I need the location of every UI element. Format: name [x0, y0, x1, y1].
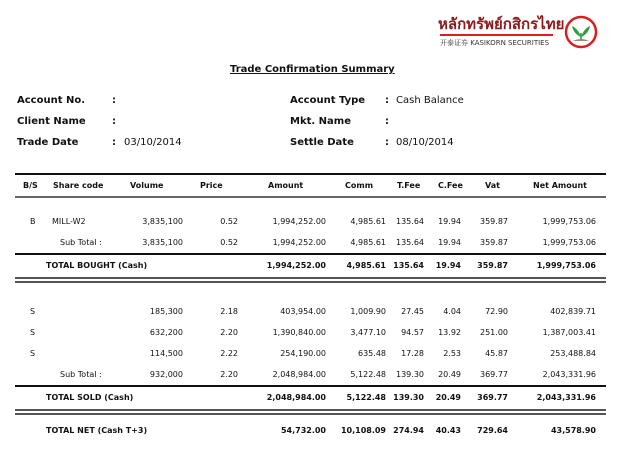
subtotal-label: Sub Total :	[60, 370, 102, 379]
header-volume: Volume	[130, 181, 164, 190]
cell-amount: 2,048,984.00	[272, 370, 326, 379]
logo-underline	[440, 34, 553, 36]
cell-cfee: 19.94	[438, 217, 461, 226]
cell-price: 2.18	[220, 307, 238, 316]
cell-net: 43,578.90	[550, 426, 596, 435]
cell-net: 1,999,753.06	[542, 238, 596, 247]
header-bs: B/S	[23, 181, 38, 190]
header-cfee: C.Fee	[438, 181, 463, 190]
cell-volume: 632,200	[149, 328, 183, 337]
cell-volume: 185,300	[149, 307, 183, 316]
header-price: Price	[200, 181, 223, 190]
cell-comm: 4,985.61	[350, 217, 386, 226]
account-no-colon: :	[112, 95, 116, 106]
cell-vat: 72.90	[485, 307, 508, 316]
cell-volume: 3,835,100	[142, 217, 183, 226]
subtotal-label: Sub Total :	[60, 238, 102, 247]
cell-amount: 1,994,252.00	[266, 261, 326, 270]
settle-date-value: 08/10/2014	[396, 137, 454, 148]
cell-cfee: 20.49	[438, 370, 461, 379]
cell-amount: 1,390,840.00	[272, 328, 326, 337]
cell-comm: 1,009.90	[350, 307, 386, 316]
cell-net: 2,043,331.96	[536, 393, 596, 402]
cell-vat: 359.87	[477, 261, 508, 270]
cell-bs: S	[30, 349, 36, 358]
cell-vat: 729.64	[477, 426, 508, 435]
trade-date-value: 03/10/2014	[124, 137, 182, 148]
cell-net: 402,839.71	[550, 307, 596, 316]
client-name-colon: :	[112, 116, 116, 127]
total-label: TOTAL BOUGHT (Cash)	[46, 261, 148, 270]
cell-net: 1,387,003.41	[542, 328, 596, 337]
account-type-value: Cash Balance	[396, 95, 464, 106]
trade-date-colon: :	[112, 137, 116, 148]
cell-comm: 10,108.09	[340, 426, 386, 435]
cell-bs: S	[30, 307, 36, 316]
cell-net: 1,999,753.06	[536, 261, 596, 270]
cell-tfee: 94.57	[401, 328, 424, 337]
header-comm: Comm	[345, 181, 374, 190]
cell-tfee: 135.64	[396, 238, 424, 247]
total-label: TOTAL NET (Cash T+3)	[46, 426, 148, 435]
header-vat: Vat	[485, 181, 500, 190]
cell-comm: 5,122.48	[346, 393, 386, 402]
bought-subtotal-rule	[15, 253, 606, 255]
cell-comm: 635.48	[358, 349, 386, 358]
cell-tfee: 17.28	[401, 349, 424, 358]
cell-amount: 1,994,252.00	[272, 217, 326, 226]
total-label: TOTAL SOLD (Cash)	[46, 393, 134, 402]
cell-vat: 369.77	[477, 393, 508, 402]
cell-amount: 1,994,252.00	[272, 238, 326, 247]
cell-net: 1,999,753.06	[542, 217, 596, 226]
cell-net: 2,043,331.96	[542, 370, 596, 379]
sold-total-double-rule-bottom	[15, 413, 606, 415]
header-tfee: T.Fee	[397, 181, 421, 190]
cell-vat: 369.77	[480, 370, 508, 379]
kasikorn-logo	[438, 12, 606, 52]
cell-cfee: 19.94	[438, 238, 461, 247]
cell-cfee: 20.49	[435, 393, 461, 402]
cell-net: 253,488.84	[550, 349, 596, 358]
cell-cfee: 40.43	[435, 426, 461, 435]
cell-amount: 2,048,984.00	[266, 393, 326, 402]
cell-tfee: 139.30	[393, 393, 424, 402]
kasikorn-leaf-logo-icon	[564, 15, 598, 49]
cell-amount: 403,954.00	[280, 307, 326, 316]
cell-bs: S	[30, 328, 36, 337]
cell-comm: 4,985.61	[346, 261, 386, 270]
cell-vat: 45.87	[485, 349, 508, 358]
cell-cfee: 4.04	[443, 307, 461, 316]
page-title: Trade Confirmation Summary	[230, 64, 395, 75]
header-bottom-rule	[15, 196, 606, 198]
cell-tfee: 139.30	[396, 370, 424, 379]
cell-price: 2.20	[220, 328, 238, 337]
cell-share-code: MILL-W2	[52, 217, 86, 226]
cell-volume: 114,500	[149, 349, 183, 358]
cell-cfee: 2.53	[443, 349, 461, 358]
header-share-code: Share code	[53, 181, 104, 190]
cell-tfee: 135.64	[393, 261, 424, 270]
account-type-label: Account Type	[290, 95, 366, 106]
cell-tfee: 27.45	[401, 307, 424, 316]
mkt-name-label: Mkt. Name	[290, 116, 351, 127]
cell-price: 2.20	[220, 370, 238, 379]
cell-amount: 254,190.00	[280, 349, 326, 358]
cell-amount: 54,732.00	[280, 426, 326, 435]
bought-total-double-rule-bottom	[15, 281, 606, 283]
bought-total-double-rule-top	[15, 277, 606, 279]
cell-comm: 3,477.10	[350, 328, 386, 337]
trade-date-label: Trade Date	[17, 137, 79, 148]
cell-price: 2.22	[220, 349, 238, 358]
cell-cfee: 13.92	[438, 328, 461, 337]
sold-subtotal-rule	[15, 385, 606, 387]
cell-volume: 932,000	[149, 370, 183, 379]
settle-date-label: Settle Date	[290, 137, 354, 148]
sold-total-double-rule-top	[15, 409, 606, 411]
account-no-label: Account No.	[17, 95, 86, 106]
header-amount: Amount	[268, 181, 304, 190]
table-top-rule	[15, 173, 606, 175]
logo-english-name: 开泰证券 KASIKORN SECURITIES	[440, 39, 550, 47]
cell-bs: B	[30, 217, 36, 226]
mkt-name-colon: :	[385, 116, 389, 127]
cell-cfee: 19.94	[435, 261, 461, 270]
cell-vat: 251.00	[480, 328, 508, 337]
cell-price: 0.52	[220, 238, 238, 247]
cell-price: 0.52	[220, 217, 238, 226]
logo-thai-name: หลักทรัพย์กสิกรไทย	[438, 15, 565, 33]
settle-date-colon: :	[385, 137, 389, 148]
cell-vat: 359.87	[480, 238, 508, 247]
client-name-label: Client Name	[17, 116, 86, 127]
cell-vat: 359.87	[480, 217, 508, 226]
account-type-colon: :	[385, 95, 389, 106]
cell-comm: 5,122.48	[350, 370, 386, 379]
header-net-amount: Net Amount	[533, 181, 587, 190]
cell-comm: 4,985.61	[350, 238, 386, 247]
cell-volume: 3,835,100	[142, 238, 183, 247]
cell-tfee: 135.64	[396, 217, 424, 226]
cell-tfee: 274.94	[393, 426, 424, 435]
